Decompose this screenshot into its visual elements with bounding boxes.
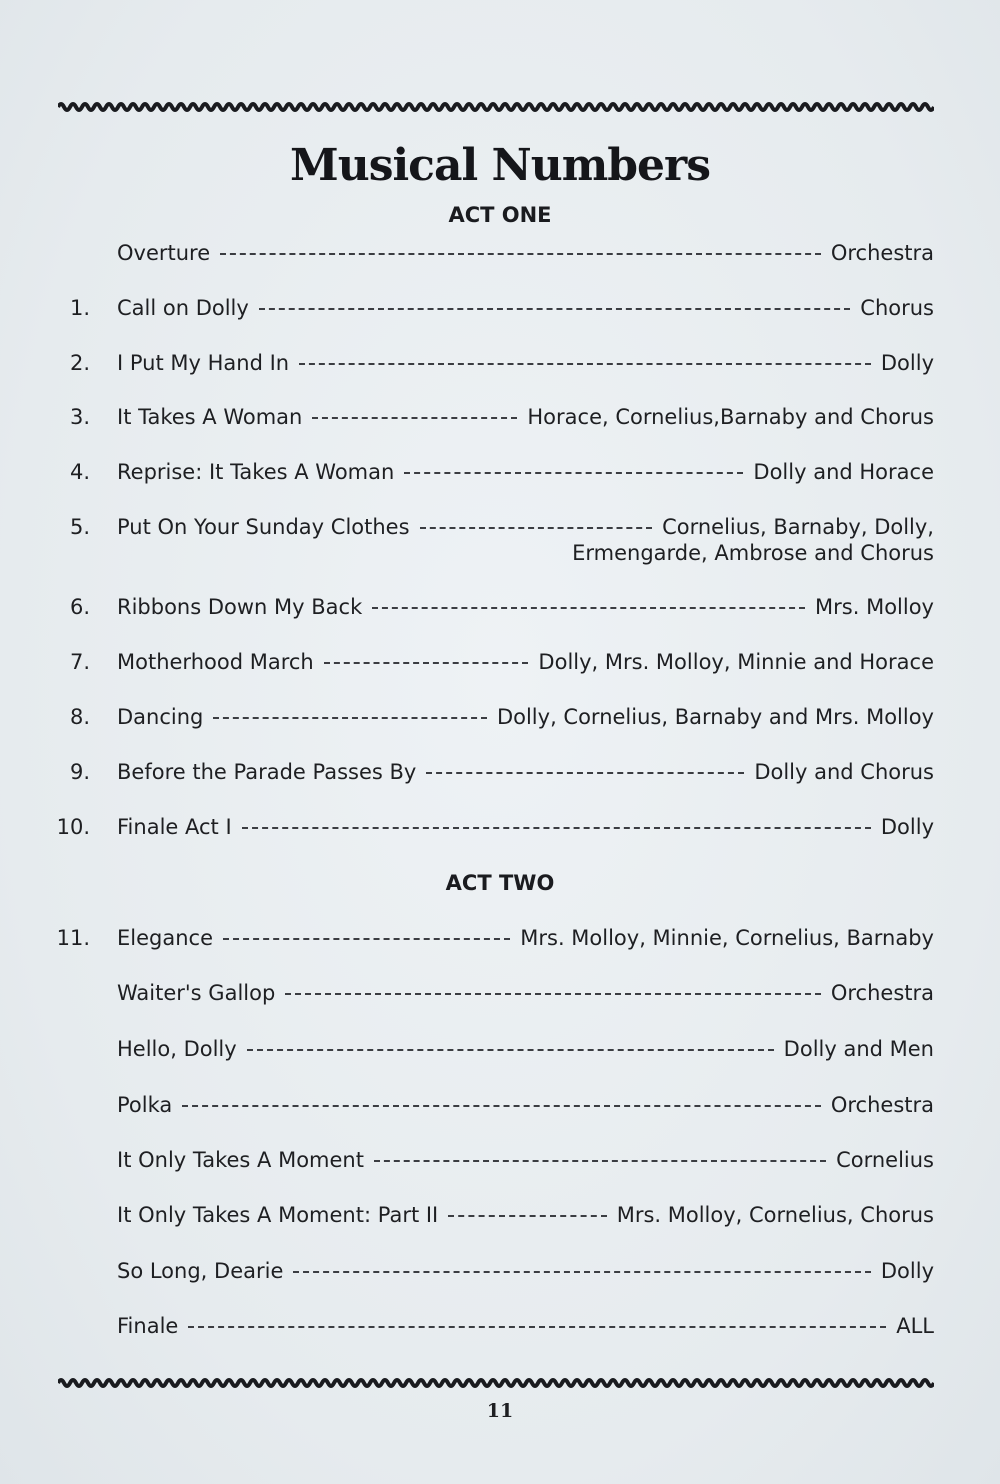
dotted-leader <box>223 938 510 940</box>
list-item <box>0 1034 1000 1064</box>
list-item <box>0 457 1000 487</box>
song-title: It Takes A Woman <box>117 405 303 429</box>
song-title: Before the Parade Passes By <box>117 760 417 784</box>
act-one-heading: ACT ONE <box>448 203 552 227</box>
item-number: 11. <box>56 926 90 950</box>
list-item <box>0 1090 1000 1120</box>
dotted-leader <box>448 1215 606 1217</box>
dotted-leader <box>213 717 487 719</box>
list-item <box>0 402 1000 432</box>
list-item <box>0 923 1000 953</box>
dotted-leader <box>293 1271 871 1273</box>
performers: Orchestra <box>830 981 934 1005</box>
dotted-leader <box>242 827 871 829</box>
performers: Horace, Cornelius,Barnaby and Chorus <box>527 405 934 429</box>
song-title: It Only Takes A Moment <box>117 1148 364 1172</box>
performers: Mrs. Molloy <box>815 595 934 619</box>
song-title: Ribbons Down My Back <box>117 595 363 619</box>
list-item <box>0 1256 1000 1286</box>
item-number: 4. <box>69 460 90 484</box>
dotted-leader <box>374 1160 826 1162</box>
performers: Dolly and Horace <box>753 460 934 484</box>
performers: Dolly <box>880 815 934 839</box>
item-number: 8. <box>69 705 90 729</box>
list-item <box>0 512 1000 565</box>
top-wave-border <box>58 100 934 114</box>
song-title: Dancing <box>117 705 204 729</box>
performers: Cornelius, Barnaby, Dolly, <box>662 515 934 539</box>
list-item <box>0 1145 1000 1175</box>
dotted-leader <box>259 308 850 310</box>
list-item <box>0 1311 1000 1341</box>
act-two-heading: ACT TWO <box>445 871 555 895</box>
item-number: 2. <box>69 351 90 375</box>
bottom-wave-border <box>58 1376 934 1390</box>
performers: Dolly <box>880 351 934 375</box>
list-item <box>0 812 1000 842</box>
song-title: Finale Act I <box>117 815 232 839</box>
item-number: 3. <box>69 405 90 429</box>
performers: Mrs. Molloy, Cornelius, Chorus <box>616 1203 934 1227</box>
list-item <box>0 647 1000 677</box>
song-title: I Put My Hand In <box>117 351 290 375</box>
list-item <box>0 348 1000 378</box>
song-title: Elegance <box>117 926 213 950</box>
performers: Cornelius <box>836 1148 934 1172</box>
song-title: Polka <box>117 1093 173 1117</box>
dotted-leader <box>324 662 529 664</box>
dotted-leader <box>188 1326 886 1328</box>
song-title: Call on Dolly <box>117 296 249 320</box>
list-item <box>0 592 1000 622</box>
page-title: Musical Numbers <box>290 140 710 191</box>
performers: Dolly, Mrs. Molloy, Minnie and Horace <box>538 650 934 674</box>
performers: Dolly, Cornelius, Barnaby and Mrs. Molloy <box>496 705 934 729</box>
dotted-leader <box>312 417 517 419</box>
performers: Dolly <box>880 1259 934 1283</box>
dotted-leader <box>285 993 821 995</box>
performers: Orchestra <box>830 241 934 265</box>
dotted-leader <box>404 472 743 474</box>
item-number: 9. <box>69 760 90 784</box>
song-title: Waiter's Gallop <box>117 981 276 1005</box>
item-number: 10. <box>56 815 90 839</box>
list-item <box>0 238 1000 268</box>
dotted-leader <box>220 253 821 255</box>
dotted-leader <box>247 1049 774 1051</box>
song-title: Motherhood March <box>117 650 314 674</box>
dotted-leader <box>182 1105 821 1107</box>
dotted-leader <box>426 772 744 774</box>
performers: Mrs. Molloy, Minnie, Cornelius, Barnaby <box>520 926 934 950</box>
performers-continued: Ermengarde, Ambrose and Chorus <box>572 541 934 565</box>
song-title: Put On Your Sunday Clothes <box>117 515 410 539</box>
dotted-leader <box>420 527 653 529</box>
song-title: Hello, Dolly <box>117 1037 237 1061</box>
item-number: 7. <box>69 650 90 674</box>
dotted-leader <box>372 607 805 609</box>
performers: Dolly and Chorus <box>754 760 934 784</box>
list-item <box>0 978 1000 1008</box>
song-title: It Only Takes A Moment: Part II <box>117 1203 439 1227</box>
song-title: Finale <box>117 1314 179 1338</box>
performers: Dolly and Men <box>783 1037 934 1061</box>
item-number: 5. <box>69 515 90 539</box>
performers: Chorus <box>860 296 934 320</box>
list-item <box>0 293 1000 323</box>
dotted-leader <box>299 363 871 365</box>
list-item <box>0 1200 1000 1230</box>
list-item <box>0 702 1000 732</box>
item-number: 1. <box>69 296 90 320</box>
song-title: Overture <box>117 241 211 265</box>
song-title: So Long, Dearie <box>117 1259 284 1283</box>
page-number: 11 <box>486 1400 514 1422</box>
list-item <box>0 757 1000 787</box>
performers: Orchestra <box>830 1093 934 1117</box>
performers: ALL <box>896 1314 934 1338</box>
song-title: Reprise: It Takes A Woman <box>117 460 395 484</box>
item-number: 6. <box>69 595 90 619</box>
